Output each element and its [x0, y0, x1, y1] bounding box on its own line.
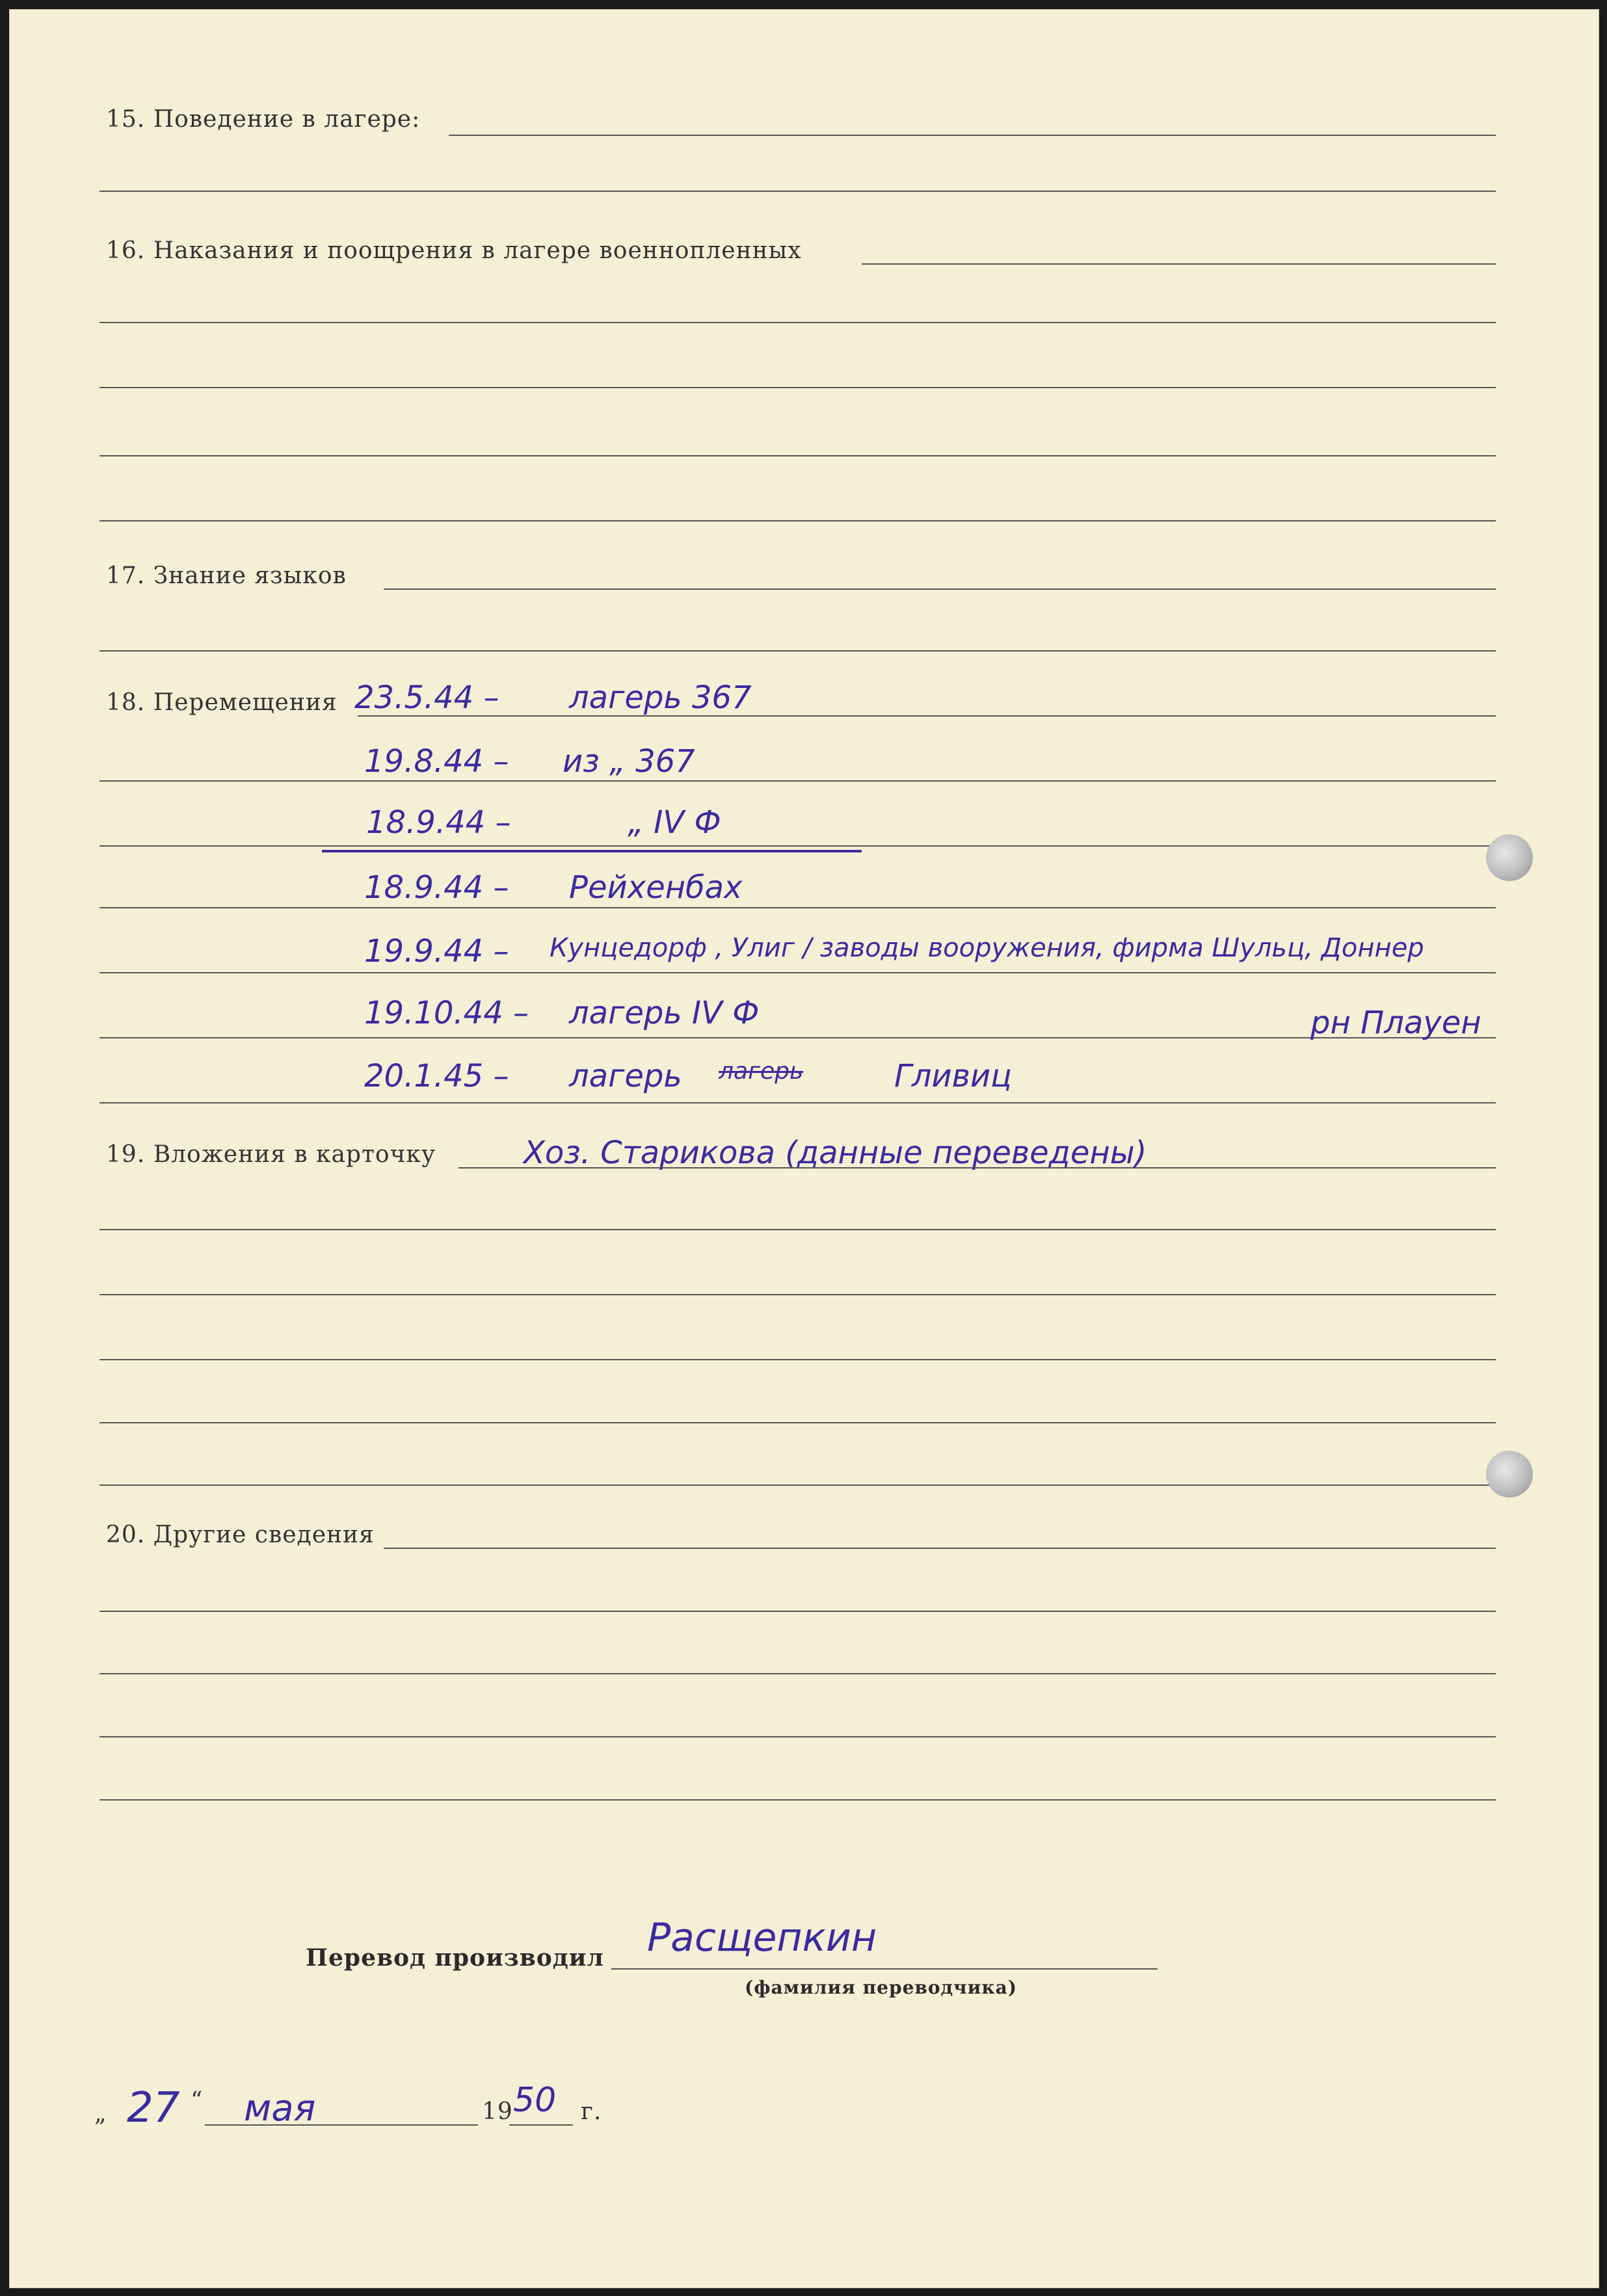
field-18-line-1: [358, 715, 1496, 717]
field-20-line-2: [100, 1611, 1496, 1612]
movement-3-place: „ IV Ф: [628, 804, 721, 841]
date-year-line: [509, 2124, 573, 2126]
field-15-line-1: [449, 135, 1496, 136]
movement-2-place: из „ 367: [563, 743, 695, 780]
date-month-line: [205, 2124, 478, 2126]
field-19-line-6: [100, 1484, 1496, 1486]
field-17-line-1: [384, 588, 1496, 590]
movement-7-date: 20.1.45 –: [364, 1058, 509, 1094]
translator-caption: (фамилия переводчика): [745, 1977, 1018, 1998]
movement-4-date: 18.9.44 –: [364, 869, 509, 906]
movement-underline: [322, 850, 862, 852]
field-16-line-1: [862, 263, 1496, 265]
field-20-line-5: [100, 1799, 1496, 1801]
movement-1-date: 23.5.44 –: [354, 680, 499, 716]
field-17-label: 17. Знание языков: [106, 562, 347, 589]
field-19-line-4: [100, 1359, 1496, 1360]
date-month: мая: [244, 2087, 316, 2130]
field-16-line-2: [100, 322, 1496, 323]
field-16-line-3: [100, 387, 1496, 388]
date-suffix: г.: [581, 2098, 602, 2125]
movement-6-extra: рн Плауен: [1310, 1005, 1481, 1041]
movement-7-struck: лагерь: [719, 1058, 804, 1085]
field-18-line-5: [100, 972, 1496, 973]
date-close-quote: “: [191, 2087, 204, 2114]
field-19-label: 19. Вложения в карточку: [106, 1141, 436, 1168]
field-18-line-6: [100, 1037, 1496, 1038]
field-20-line-4: [100, 1736, 1496, 1737]
movement-5-place: Кунцедорф , Улиг / заводы вооружения, фирма Шульц, Доннер: [550, 933, 1424, 963]
date-day: 27: [127, 2084, 180, 2132]
translator-label: Перевод производил: [306, 1944, 604, 1972]
field-16-line-5: [100, 520, 1496, 521]
field-18-line-4: [100, 907, 1496, 908]
attachments-text: Хоз. Старикова (данные переведены): [524, 1135, 1147, 1171]
movement-6-date: 19.10.44 –: [364, 995, 529, 1031]
field-18-line-2: [100, 780, 1496, 782]
movement-4-place: Рейхенбах: [569, 869, 743, 906]
field-19-line-3: [100, 1294, 1496, 1295]
field-17-line-2: [100, 650, 1496, 652]
movement-6-place: лагерь IV Ф: [569, 995, 760, 1031]
field-19-line-5: [100, 1422, 1496, 1423]
movement-5-date: 19.9.44 –: [364, 933, 509, 970]
translator-line: [611, 1968, 1158, 1970]
field-18-line-3: [100, 845, 1496, 847]
punch-hole-lower: [1486, 1451, 1533, 1498]
field-19-line-2: [100, 1229, 1496, 1230]
field-20-label: 20. Другие сведения: [106, 1522, 375, 1548]
field-15-line-2: [100, 191, 1496, 192]
movement-1-place: лагерь 367: [569, 680, 752, 716]
field-19-line-1: [458, 1167, 1496, 1168]
date-open-quote: „: [94, 2100, 107, 2127]
movement-3-date: 18.9.44 –: [366, 804, 511, 841]
movement-7-place-prefix: лагерь: [569, 1058, 682, 1094]
punch-hole-upper: [1486, 834, 1533, 881]
field-16-label: 16. Наказания и поощрения в лагере военнопленных: [106, 237, 802, 264]
field-18-line-7: [100, 1102, 1496, 1103]
field-18-label: 18. Перемещения: [106, 689, 338, 716]
field-16-line-4: [100, 455, 1496, 456]
form-page: [9, 9, 1599, 2288]
date-year-hand: 50: [513, 2081, 557, 2120]
translator-signature: Расщепкин: [647, 1915, 877, 1960]
movement-2-date: 19.8.44 –: [364, 743, 509, 780]
field-20-line-1: [384, 1548, 1496, 1549]
field-15-label: 15. Поведение в лагере:: [106, 106, 421, 133]
date-year-prefix: 19: [482, 2098, 513, 2125]
movement-7-place: Гливиц: [894, 1058, 1012, 1094]
field-20-line-3: [100, 1673, 1496, 1674]
